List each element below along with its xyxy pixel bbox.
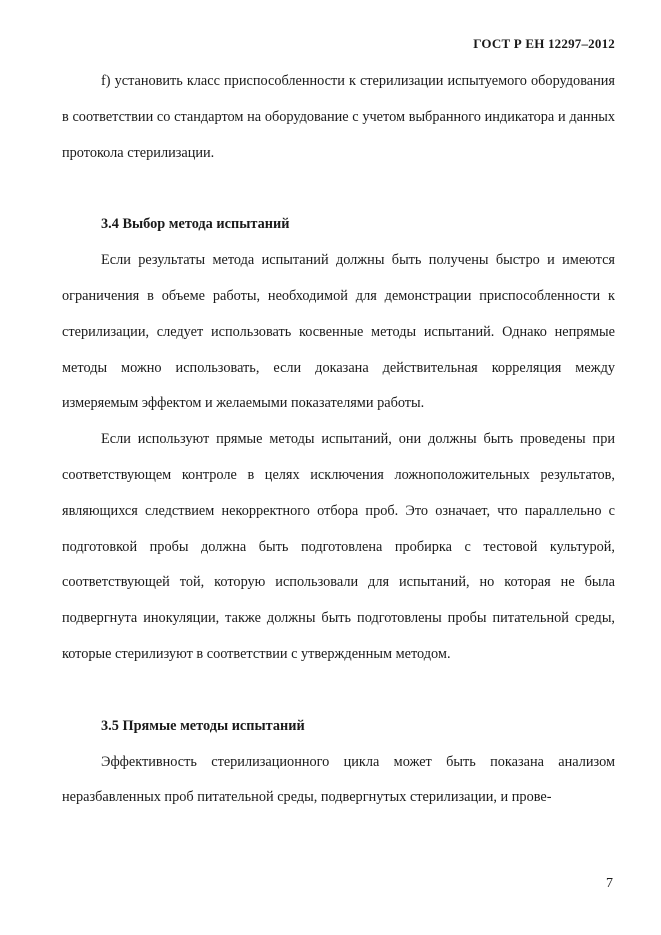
page-number: 7	[606, 876, 613, 891]
spacer	[62, 171, 615, 207]
section-3-5-paragraph-1: Эффективность стерилизационного цикла может быть показана анализом неразбавленных проб питательной среды, подвергнутых стерилизации, и прове-	[62, 753, 615, 806]
document-code-header: ГОСТ Р ЕН 12297–2012	[473, 36, 615, 51]
section-heading-3-4: 3.4 Выбор метода испытаний	[101, 216, 290, 233]
section-3-4-paragraph-1: Если результаты метода испытаний должны быть получены быстро и имеются ограничения в объеме работы, необходимой для демонстрации приспособленности к стерилизации, следует использовать косвенные методы испытаний. Однако непрямые методы можно использовать, если доказана действительная корреляция между измеряемым эффектом и желаемыми показателями работы.	[62, 252, 615, 412]
document-body	[62, 64, 615, 816]
paragraph-item-f: f) установить класс приспособленности к стерилизации испытуемого оборудования в соответствии со стандартом на оборудование с учетом выбранного индикатора и данных протокола стерилизации.	[62, 73, 615, 161]
section-heading-3-5: 3.5 Прямые методы испытаний	[101, 717, 305, 734]
spacer	[62, 673, 615, 709]
section-3-4-paragraph-2: Если используют прямые методы испытаний, они должны быть проведены при соответствующем контроле в целях исключения ложноположительных результатов, являющихся следствием некорректного отбора проб. Это означает, что параллельно с подготовкой пробы должна быть подготовлена пробирка с тестовой культурой, соответствующей той, которую использовали для испытаний, но которая не была подвергнута инокуляции, также должны быть подготовлены пробы питательной среды, которые стерилизуют в соответствии с утвержденным методом.	[62, 431, 615, 662]
